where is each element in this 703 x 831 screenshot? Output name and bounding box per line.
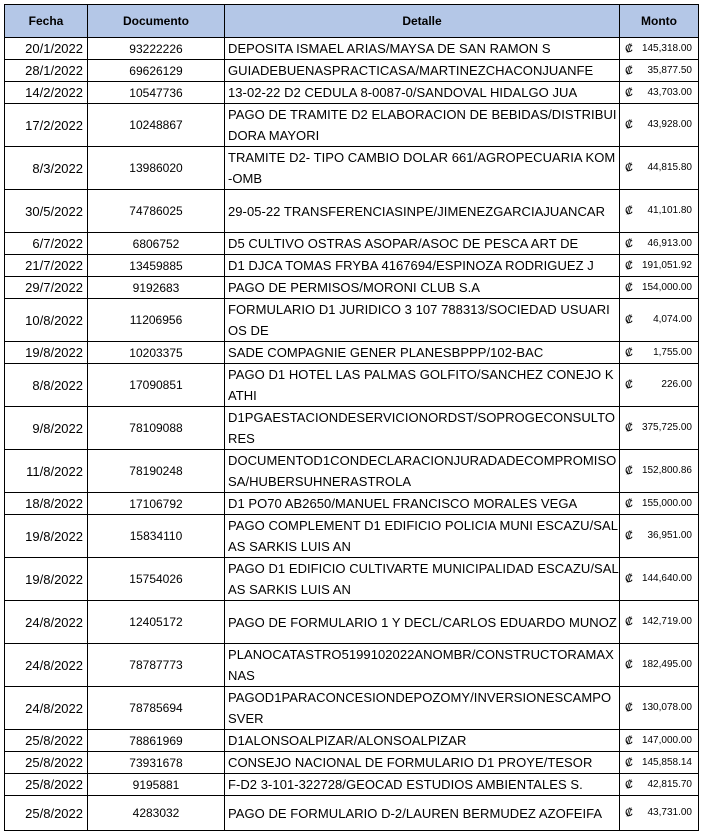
cell-monto: [620, 752, 699, 774]
table-row: [5, 450, 699, 493]
table-row: [5, 644, 699, 687]
header-fecha: Fecha: [5, 5, 88, 38]
table-row: [5, 493, 699, 515]
cell-fecha: 9/8/2022: [5, 407, 88, 450]
cell-monto: [620, 407, 699, 450]
cell-documento: 10203375: [88, 342, 225, 364]
cell-documento: 6806752: [88, 233, 225, 255]
cell-fecha: 8/3/2022: [5, 147, 88, 190]
currency-symbol: ₡: [625, 756, 633, 769]
table-row: [5, 299, 699, 342]
cell-documento: 9192683: [88, 277, 225, 299]
cell-detalle: DEPOSITA ISMAEL ARIAS/MAYSA DE SAN RAMON S: [225, 38, 620, 60]
cell-detalle: PAGO D1 HOTEL LAS PALMAS GOLFITO/SANCHEZ CONEJO KATHI: [225, 364, 620, 407]
cell-documento: 13986020: [88, 147, 225, 190]
table-row: [5, 60, 699, 82]
cell-fecha: 28/1/2022: [5, 60, 88, 82]
currency-symbol: ₡: [625, 42, 633, 55]
table-row: [5, 752, 699, 774]
currency-symbol: ₡: [625, 346, 633, 359]
cell-monto: [620, 730, 699, 752]
amount-value: 147,000.00: [641, 734, 692, 746]
cell-documento: 69626129: [88, 60, 225, 82]
currency-symbol: ₡: [625, 807, 633, 819]
cell-fecha: 14/2/2022: [5, 82, 88, 104]
cell-detalle: 13-02-22 D2 CEDULA 8-0087-0/SANDOVAL HIDALGO JUA: [225, 82, 620, 104]
cell-detalle: PAGO DE FORMULARIO 1 Y DECL/CARLOS EDUARDO MUNOZ: [225, 601, 620, 644]
cell-documento: 78109088: [88, 407, 225, 450]
table-row: [5, 687, 699, 730]
cell-monto: [620, 277, 699, 299]
table-row: [5, 190, 699, 233]
cell-documento: 17106792: [88, 493, 225, 515]
amount-value: 226.00: [661, 379, 692, 390]
amount-value: 182,495.00: [641, 659, 692, 670]
cell-fecha: 24/8/2022: [5, 601, 88, 644]
table-row: [5, 233, 699, 255]
currency-symbol: ₡: [625, 497, 633, 510]
cell-documento: 9195881: [88, 774, 225, 796]
cell-detalle: PAGO DE PERMISOS/MORONI CLUB S.A: [225, 277, 620, 299]
table-row: [5, 255, 699, 277]
header-row: [5, 5, 699, 38]
cell-detalle: D1 PO70 AB2650/MANUEL FRANCISCO MORALES VEGA: [225, 493, 620, 515]
amount-value: 1,755.00: [653, 346, 692, 358]
table-row: [5, 82, 699, 104]
currency-symbol: ₡: [625, 573, 633, 585]
currency-symbol: ₡: [625, 237, 633, 250]
cell-fecha: 19/8/2022: [5, 558, 88, 601]
cell-documento: 73931678: [88, 752, 225, 774]
cell-detalle: CONSEJO NACIONAL DE FORMULARIO D1 PROYE/TESOR: [225, 752, 620, 774]
header-documento: Documento: [88, 5, 225, 38]
cell-monto: [620, 255, 699, 277]
table-row: [5, 364, 699, 407]
cell-detalle: GUIADEBUENASPRACTICASA/MARTINEZCHACONJUANFE: [225, 60, 620, 82]
cell-monto: [620, 796, 699, 831]
cell-detalle: F-D2 3-101-322728/GEOCAD ESTUDIOS AMBIENTALES S.: [225, 774, 620, 796]
cell-monto: [620, 493, 699, 515]
amount-value: 43,703.00: [647, 86, 692, 98]
amount-value: 145,858.14: [641, 756, 692, 768]
cell-monto: [620, 558, 699, 601]
cell-fecha: 10/8/2022: [5, 299, 88, 342]
cell-fecha: 24/8/2022: [5, 687, 88, 730]
cell-documento: 15834110: [88, 515, 225, 558]
table-row: [5, 796, 699, 831]
currency-symbol: ₡: [625, 119, 633, 131]
cell-detalle: TRAMITE D2- TIPO CAMBIO DOLAR 661/AGROPECUARIA KOM-OMB: [225, 147, 620, 190]
cell-detalle: 29-05-22 TRANSFERENCIASINPE/JIMENEZGARCIAJUANCAR: [225, 190, 620, 233]
currency-symbol: ₡: [625, 205, 633, 217]
table-row: [5, 407, 699, 450]
amount-value: 375,725.00: [641, 422, 692, 433]
table-row: [5, 277, 699, 299]
cell-documento: 10248867: [88, 104, 225, 147]
currency-symbol: ₡: [625, 281, 633, 294]
currency-symbol: ₡: [625, 734, 633, 747]
table-row: [5, 601, 699, 644]
cell-monto: [620, 104, 699, 147]
cell-documento: 11206956: [88, 299, 225, 342]
cell-detalle: D1PGAESTACIONDESERVICIONORDST/SOPROGECONSULTORES: [225, 407, 620, 450]
table-row: [5, 38, 699, 60]
cell-fecha: 6/7/2022: [5, 233, 88, 255]
amount-value: 154,000.00: [641, 281, 692, 293]
cell-detalle: D1 DJCA TOMAS FRYBA 4167694/ESPINOZA RODRIGUEZ J: [225, 255, 620, 277]
cell-fecha: 20/1/2022: [5, 38, 88, 60]
currency-symbol: ₡: [625, 778, 633, 791]
cell-documento: 78787773: [88, 644, 225, 687]
currency-symbol: ₡: [625, 379, 633, 391]
currency-symbol: ₡: [625, 314, 633, 326]
cell-fecha: 30/5/2022: [5, 190, 88, 233]
currency-symbol: ₡: [625, 422, 633, 434]
cell-documento: 12405172: [88, 601, 225, 644]
cell-fecha: 19/8/2022: [5, 515, 88, 558]
header-detalle: Detalle: [225, 5, 620, 38]
table-row: [5, 147, 699, 190]
cell-fecha: 25/8/2022: [5, 796, 88, 831]
cell-documento: 17090851: [88, 364, 225, 407]
cell-monto: [620, 82, 699, 104]
cell-monto: [620, 687, 699, 730]
cell-documento: 78861969: [88, 730, 225, 752]
currency-symbol: ₡: [625, 259, 633, 272]
cell-detalle: PAGO D1 EDIFICIO CULTIVARTE MUNICIPALIDAD ESCAZU/SALAS SARKIS LUIS AN: [225, 558, 620, 601]
amount-value: 155,000.00: [641, 497, 692, 509]
cell-monto: [620, 233, 699, 255]
cell-monto: [620, 190, 699, 233]
amount-value: 4,074.00: [653, 314, 692, 325]
cell-fecha: 29/7/2022: [5, 277, 88, 299]
cell-fecha: 17/2/2022: [5, 104, 88, 147]
amount-value: 144,640.00: [641, 573, 692, 584]
table-row: [5, 104, 699, 147]
cell-documento: 15754026: [88, 558, 225, 601]
cell-monto: [620, 299, 699, 342]
amount-value: 41,101.80: [647, 205, 692, 216]
cell-monto: [620, 147, 699, 190]
cell-fecha: 24/8/2022: [5, 644, 88, 687]
cell-detalle: D5 CULTIVO OSTRAS ASOPAR/ASOC DE PESCA ART DE: [225, 233, 620, 255]
cell-monto: [620, 601, 699, 644]
cell-fecha: 11/8/2022: [5, 450, 88, 493]
cell-detalle: D1ALONSOALPIZAR/ALONSOALPIZAR: [225, 730, 620, 752]
amount-value: 43,731.00: [647, 807, 692, 818]
cell-documento: 78190248: [88, 450, 225, 493]
cell-documento: 93222226: [88, 38, 225, 60]
cell-detalle: FORMULARIO D1 JURIDICO 3 107 788313/SOCIEDAD USUARIOS DE: [225, 299, 620, 342]
cell-detalle: PAGO DE FORMULARIO D-2/LAUREN BERMUDEZ AZOFEIFA: [225, 796, 620, 831]
currency-symbol: ₡: [625, 86, 633, 99]
amount-value: 191,051.92: [641, 259, 692, 271]
amount-value: 43,928.00: [647, 119, 692, 130]
table-row: [5, 515, 699, 558]
currency-symbol: ₡: [625, 659, 633, 671]
cell-fecha: 25/8/2022: [5, 730, 88, 752]
cell-monto: [620, 450, 699, 493]
currency-symbol: ₡: [625, 702, 633, 714]
cell-monto: [620, 342, 699, 364]
cell-monto: [620, 774, 699, 796]
cell-monto: [620, 38, 699, 60]
amount-value: 152,800.86: [641, 465, 692, 476]
cell-detalle: PLANOCATASTRO5199102022ANOMBR/CONSTRUCTORAMAXNAS: [225, 644, 620, 687]
table-row: [5, 342, 699, 364]
amount-value: 36,951.00: [647, 530, 692, 541]
amount-value: 46,913.00: [647, 237, 692, 249]
table-row: [5, 558, 699, 601]
header-monto: Monto: [620, 5, 699, 38]
cell-documento: 10547736: [88, 82, 225, 104]
table-row: [5, 774, 699, 796]
cell-fecha: 25/8/2022: [5, 752, 88, 774]
cell-documento: 4283032: [88, 796, 225, 831]
cell-fecha: 18/8/2022: [5, 493, 88, 515]
currency-symbol: ₡: [625, 64, 633, 77]
amount-value: 44,815.80: [647, 162, 692, 173]
cell-documento: 78785694: [88, 687, 225, 730]
cell-fecha: 19/8/2022: [5, 342, 88, 364]
cell-detalle: DOCUMENTOD1CONDECLARACIONJURADADECOMPROMISOSA/HUBERSUHNERASTROLA: [225, 450, 620, 493]
amount-value: 35,877.50: [647, 64, 692, 76]
amount-value: 130,078.00: [641, 702, 692, 713]
cell-fecha: 25/8/2022: [5, 774, 88, 796]
cell-fecha: 8/8/2022: [5, 364, 88, 407]
currency-symbol: ₡: [625, 162, 633, 174]
amount-value: 42,815.70: [647, 778, 692, 790]
amount-value: 142,719.00: [641, 616, 692, 627]
cell-documento: 74786025: [88, 190, 225, 233]
currency-symbol: ₡: [625, 530, 633, 542]
cell-monto: [620, 644, 699, 687]
cell-detalle: PAGOD1PARACONCESIONDEPOZOMY/INVERSIONESCAMPOSVER: [225, 687, 620, 730]
currency-symbol: ₡: [625, 616, 633, 628]
cell-detalle: PAGO COMPLEMENT D1 EDIFICIO POLICIA MUNI ESCAZU/SALAS SARKIS LUIS AN: [225, 515, 620, 558]
cell-documento: 13459885: [88, 255, 225, 277]
cell-fecha: 21/7/2022: [5, 255, 88, 277]
cell-monto: [620, 60, 699, 82]
amount-value: 145,318.00: [641, 42, 692, 54]
currency-symbol: ₡: [625, 465, 633, 477]
cell-monto: [620, 364, 699, 407]
table-row: [5, 730, 699, 752]
cell-detalle: SADE COMPAGNIE GENER PLANESBPPP/102-BAC: [225, 342, 620, 364]
cell-detalle: PAGO DE TRAMITE D2 ELABORACION DE BEBIDAS/DISTRIBUIDORA MAYORI: [225, 104, 620, 147]
cell-monto: [620, 515, 699, 558]
payments-table: [4, 4, 699, 831]
